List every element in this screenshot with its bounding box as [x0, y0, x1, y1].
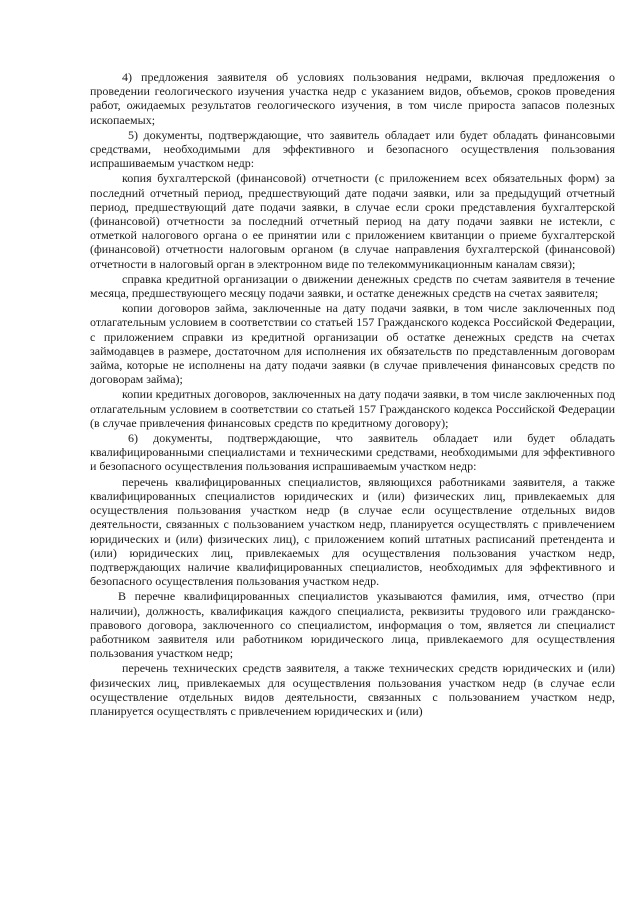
paragraph-financial-documents: 5) документы, подтверждающие, что заявитель обладает или будет обладать финансовыми средствами, необходимыми для эффективного и безопасного осуществления пользования испрашиваемым участком недр: — [90, 127, 615, 171]
paragraph-loan-agreements: копии договоров займа, заключенные на дату подачи заявки, в том числе заключенных под отлагательным условием в соответствии со статьей 157 Гражданского кодекса Российской Федерации, с приложением справки из кредитной организации об остатке денежных средств на счетах займодавцев в размере, достаточном для исполнения их обязательств по представленным договорам займа, которые не исполнены на дату подачи заявки (в случае привлечения финансовых средств по договорам займа); — [90, 301, 615, 387]
paragraph-accounting-copy: копия бухгалтерской (финансовой) отчетности (с приложением всех обязательных форм) за последний отчетный период, предшествующий дате подачи заявки, или за предыдущий отчетный период, предшествующий дате подачи заявки, в случае если сроки представления бухгалтерской (финансовой) отчетности за последний отчетный период на дату подачи заявки не истекли, с отметкой налогового органа о ее принятии или с приложением квитанции о приеме бухгалтерской (финансовой) отчетности налоговым органом (в случае направления бухгалтерской (финансовой) отчетности в налоговый орган в электронном виде по телекоммуникационным каналам связи); — [90, 171, 615, 271]
paragraph-technical-means: перечень технических средств заявителя, а также технических средств юридических и (или) физических лиц, привлекаемых для осуществления пользования участком недр (в случае если осуществление отдельных видов деятельности, связанных с пользованием участком недр, планируется осуществлять с привлечением юридических и (или) — [90, 661, 615, 718]
paragraph-specialists-list: перечень квалифицированных специалистов, являющихся работниками заявителя, а также квалифицированных специалистов юридических и (или) физических лиц, привлекаемых для осуществления пользования участком недр (в случае если осуществление отдельных видов деятельности, связанных с пользованием участком недр, планируется осуществлять с привлечением юридических и (или) физических лиц), с приложением копий штатных расписаний претендента и (или) юридических лиц, привлекаемых для осуществления пользования участком недр, подтверждающих наличие квалифицированных специалистов, необходимых для эффективного и безопасного осуществления пользования участком недр. — [90, 474, 615, 589]
paragraph-qualification-documents: 6) документы, подтверждающие, что заявитель обладает или будет обладать квалифицированными специалистами и техническими средствами, необходимыми для эффективного и безопасного осуществления пользования испрашиваемым участком недр: — [90, 431, 615, 474]
paragraph-bank-statement: справка кредитной организации о движении денежных средств по счетам заявителя в течение месяца, предшествующего месяцу подачи заявки, и остатке денежных средств на счетах заявителя; — [90, 271, 615, 301]
paragraph-credit-agreements: копии кредитных договоров, заключенных на дату подачи заявки, в том числе заключенных под отлагательным условием в соответствии со статьей 157 Гражданского кодекса Российской Федерации (в случае привлечения финансовых средств по кредитному договору); — [90, 387, 615, 430]
paragraph-proposals: 4) предложения заявителя об условиях пользования недрами, включая предложения о проведении геологического изучения участка недр с указанием видов, объемов, сроков проведения работ, ожидаемых результатов геологического изучения, в том числе прироста запасов полезных ископаемых; — [90, 70, 615, 127]
document-body — [90, 70, 615, 719]
paragraph-specialists-details: В перечне квалифицированных специалистов указываются фамилия, имя, отчество (при наличии), должность, квалификация каждого специалиста, реквизиты трудового или гражданско-правового договора, заключенного со специалистом, информация о том, является ли специалист работником заявителя или работником юридического лица, привлекаемого для осуществления пользования участком недр; — [90, 589, 615, 661]
